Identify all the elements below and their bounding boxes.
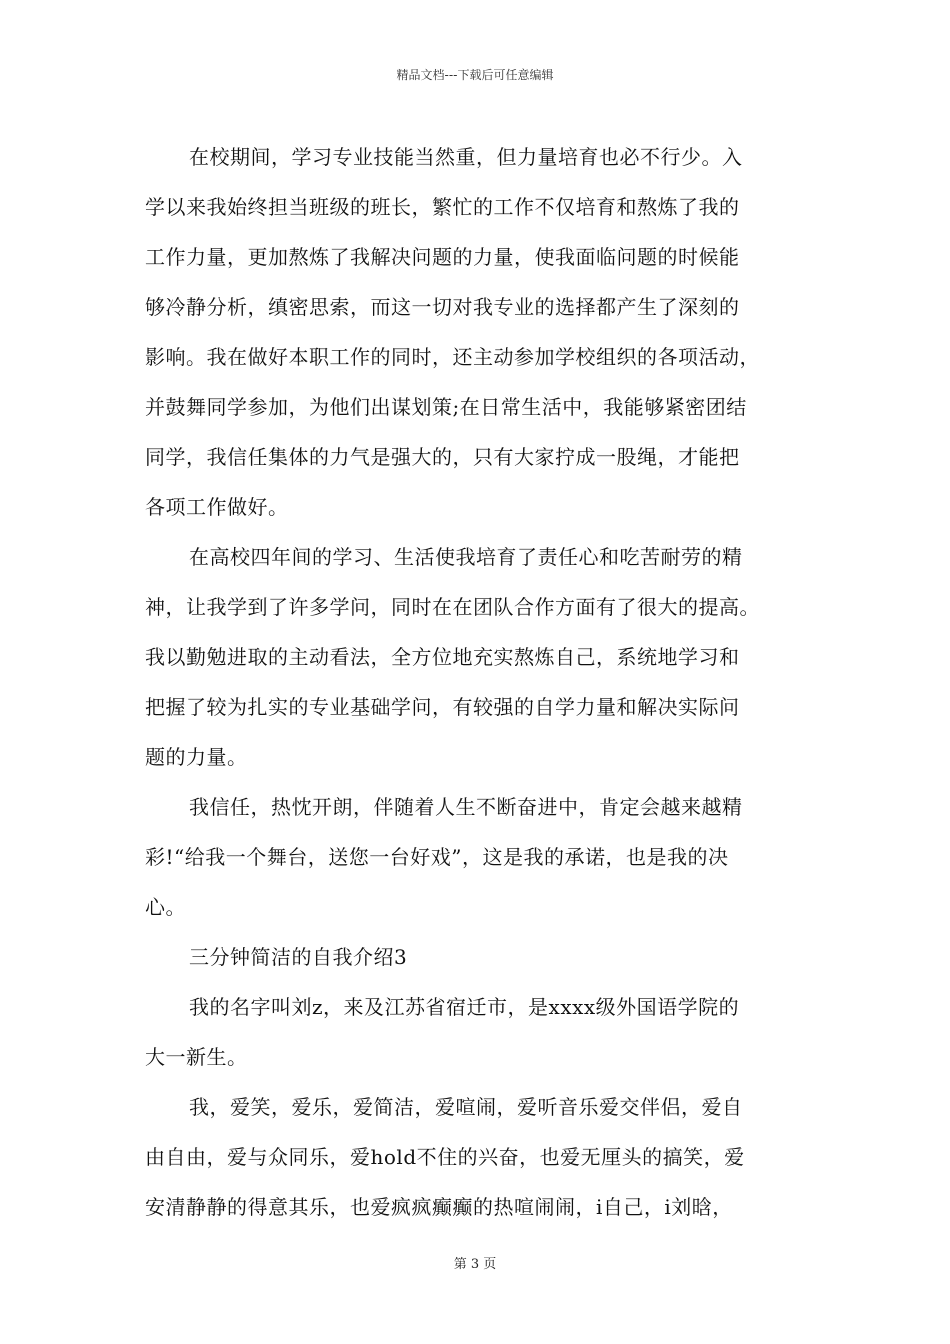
text-line: 神，让我学到了许多学问，同时在在团队合作方面有了很大的提高。 [145,595,760,619]
text-line: 并鼓舞同学参加，为他们出谋划策;在日常生活中，我能够紧密团结 [145,395,747,419]
document-body [145,132,811,1232]
page-number: 第 3 页 [453,1257,497,1272]
text-line: 我信任，热忱开朗，伴随着人生不断奋进中，肯定会越来越精 [189,795,743,819]
text-line: 在高校四年间的学习、生活使我培育了责任心和吃苦耐劳的精 [189,545,743,569]
text-line: 在校期间，学习专业技能当然重，但力量培育也必不行少。入 [189,145,743,169]
text-line: 题的力量。 [145,745,248,769]
text-line: 安清静静的得意其乐，也爱疯疯癫癫的热喧闹闹，i自己，i刘晗， [145,1195,733,1219]
text-line: 影响。我在做好本职工作的同时，还主动参加学校组织的各项活动， [145,345,760,369]
text-line: 三分钟简洁的自我介绍3 [189,945,408,969]
text-line: 由自由，爱与众同乐，爱hold不住的兴奋，也爱无厘头的搞笑，爱 [145,1145,745,1169]
text-line: 大一新生。 [145,1045,248,1069]
text-line: 我以勤勉进取的主动看法，全方位地充实熬炼自己，系统地学习和 [145,645,740,669]
text-line: 我的名字叫刘z，来及江苏省宿迁市，是xxxx级外国语学院的 [189,995,740,1019]
text-line: 我，爱笑，爱乐，爱简洁，爱喧闹，爱听音乐爱交伴侣，爱自 [189,1095,743,1119]
text-line: 工作力量，更加熬炼了我解决问题的力量，使我面临问题的时候能 [145,245,740,269]
text-line: 同学，我信任集体的力气是强大的，只有大家拧成一股绳，才能把 [145,445,740,469]
text-line: 够冷静分析，缜密思索，而这一切对我专业的选择都产生了深刻的 [145,295,740,319]
text-line: 心。 [145,895,186,919]
text-line: 彩!“给我一个舞台，送您一台好戏”，这是我的承诺，也是我的决 [145,845,729,869]
text-line: 把握了较为扎实的专业基础学问，有较强的自学力量和解决实际问 [145,695,740,719]
page-header: 精品文档---下载后可任意编辑 [396,68,554,82]
text-line: 各项工作做好。 [145,495,289,519]
text-line: 学以来我始终担当班级的班长，繁忙的工作不仅培育和熬炼了我的 [145,195,740,219]
